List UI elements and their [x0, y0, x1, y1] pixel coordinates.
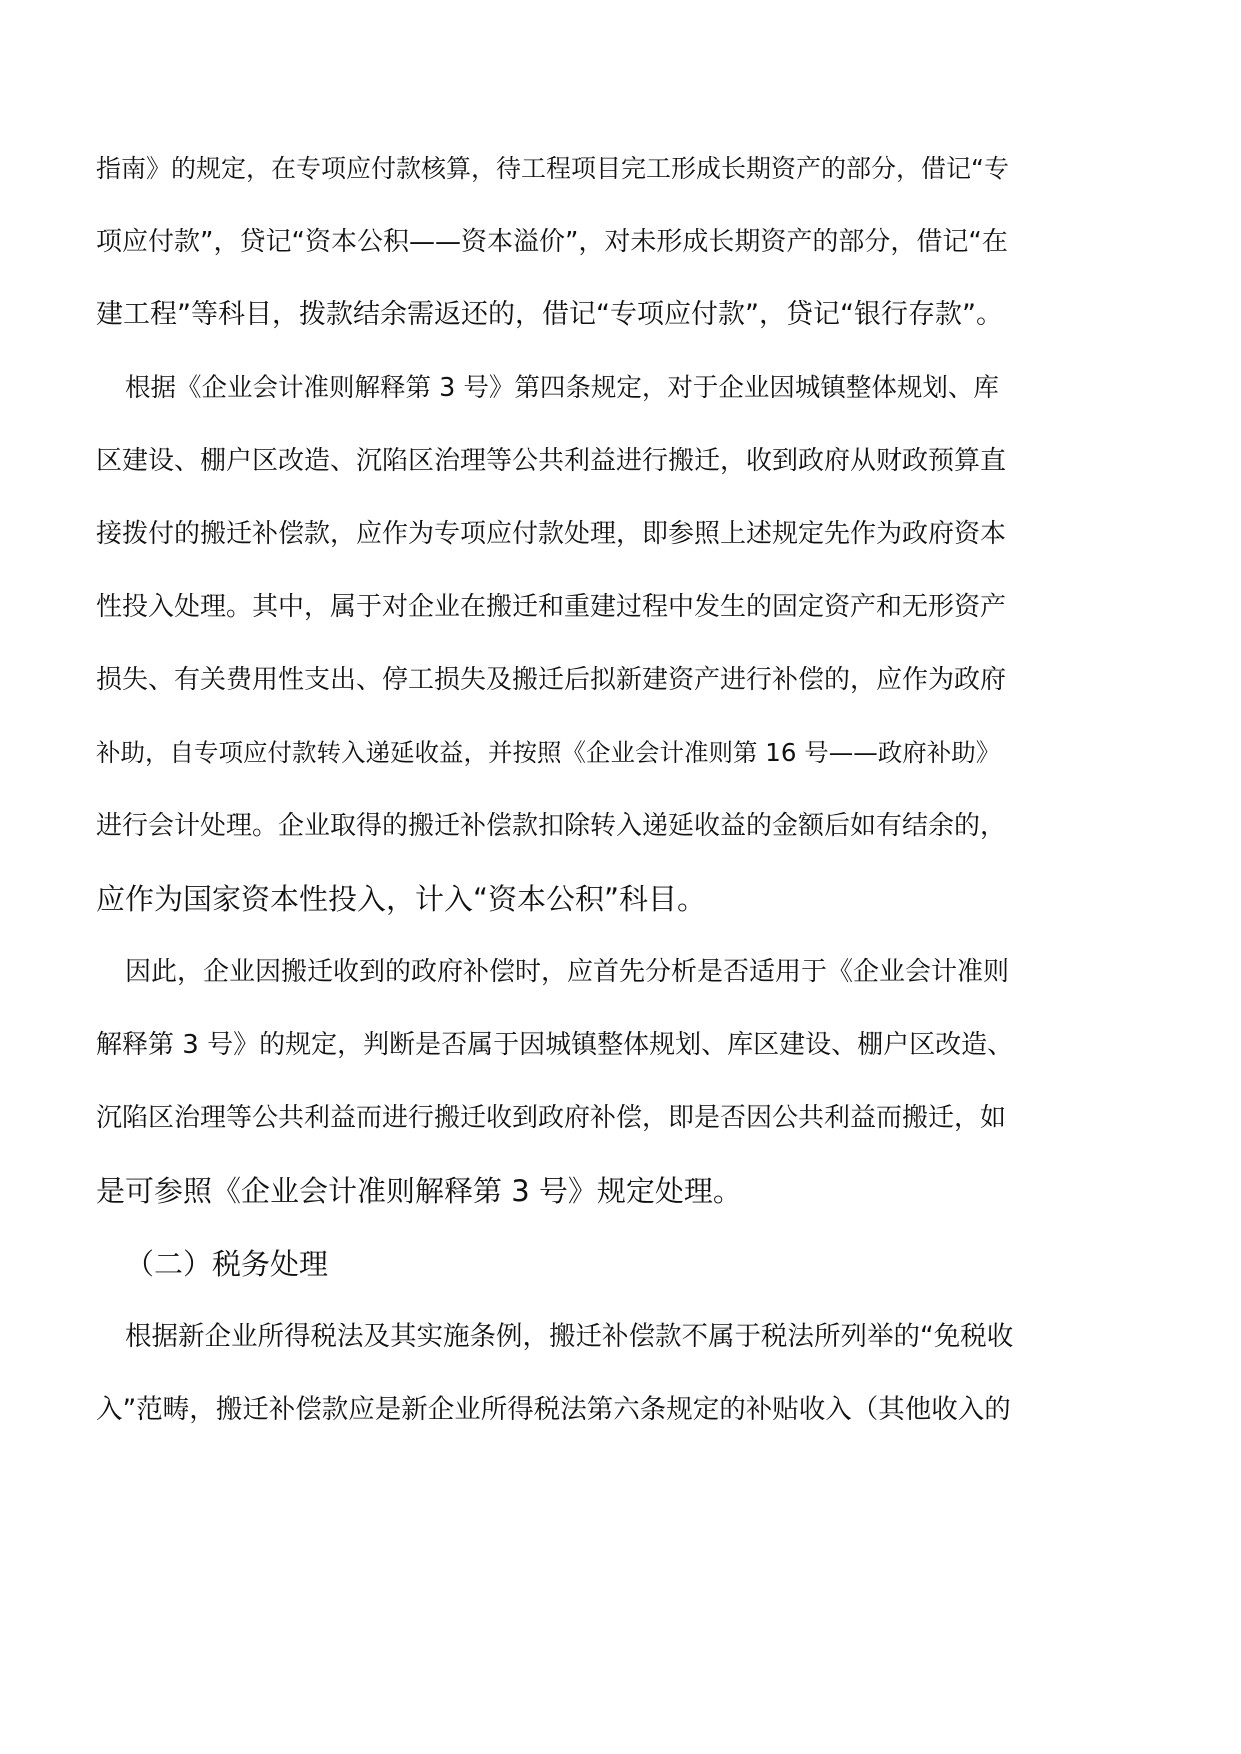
text-line: 是可参照《企业会计准则解释第 3 号》规定处理。	[96, 1174, 742, 1208]
text-line: 根据新企业所得税法及其实施条例，搬迁补偿款不属于税法所列举的“免税收	[125, 1321, 1014, 1352]
text-line: 进行会计处理。企业取得的搬迁补偿款扣除转入递延收益的金额后如有结余的，	[96, 811, 1007, 841]
heading-text: （二）税务处理	[125, 1247, 329, 1281]
text-line: 接拨付的搬迁补偿款，应作为专项应付款处理，即参照上述规定先作为政府资本	[96, 519, 1007, 549]
text-line: 沉陷区治理等公共利益而进行搬迁收到政府补偿，即是否因公共利益而搬迁，如	[96, 1103, 1007, 1133]
text-line: 区建设、棚户区改造、沉陷区治理等公共利益进行搬迁，收到政府从财政预算直	[96, 446, 1007, 476]
text-line: 应作为国家资本性投入，计入“资本公积”科目。	[96, 882, 707, 916]
text-line: 入”范畴，搬迁补偿款应是新企业所得税法第六条规定的补贴收入（其他收入的	[96, 1394, 1011, 1425]
text-line: 根据《企业会计准则解释第 3 号》第四条规定，对于企业因城镇整体规划、库	[125, 373, 999, 403]
text-line: 损失、有关费用性支出、停工损失及搬迁后拟新建资产进行补偿的，应作为政府	[96, 665, 1007, 695]
text-line: 建工程”等科目，拨款结余需返还的，借记“专项应付款”，贷记“银行存款”。	[96, 299, 1003, 330]
text-line: 因此，企业因搬迁收到的政府补偿时，应首先分析是否适用于《企业会计准则	[125, 957, 1010, 987]
text-line: 指南》的规定，在专项应付款核算，待工程项目完工形成长期资产的部分，借记“专	[96, 154, 1009, 183]
text-line: 性投入处理。其中，属于对企业在搬迁和重建过程中发生的固定资产和无形资产	[96, 592, 1007, 622]
text-line: 解释第 3 号》的规定，判断是否属于因城镇整体规划、库区建设、棚户区改造、	[96, 1030, 1014, 1060]
text-line: 补助，自专项应付款转入递延收益，并按照《企业会计准则第 16 号——政府补助》	[96, 738, 1001, 767]
text-line: 项应付款”，贷记“资本公积——资本溢价”，对未形成长期资产的部分，借记“在	[96, 227, 1008, 257]
